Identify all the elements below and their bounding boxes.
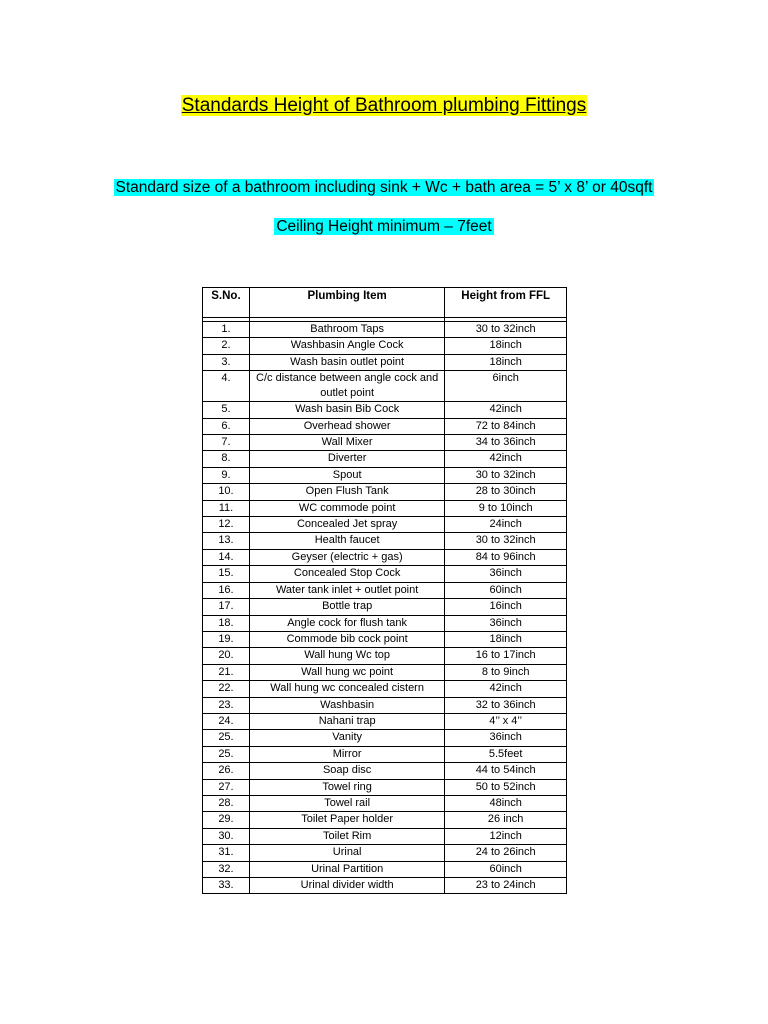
cell-sno: 33. — [203, 878, 250, 894]
cell-sno: 9. — [203, 467, 250, 483]
cell-plumbing-item: Bottle trap — [249, 599, 444, 615]
table-row — [203, 484, 567, 500]
table-row — [203, 402, 567, 418]
cell-plumbing-item: Commode bib cock point — [249, 631, 444, 647]
cell-plumbing-item: Wall hung Wc top — [249, 648, 444, 664]
title-text: Standards Height of Bathroom plumbing Fittings — [181, 95, 587, 116]
cell-height: 48inch — [445, 795, 567, 811]
cell-height: 16inch — [445, 599, 567, 615]
table-row — [203, 878, 567, 894]
cell-height: 60inch — [445, 582, 567, 598]
ceiling-height-line — [0, 216, 768, 238]
table-row — [203, 500, 567, 516]
table-row — [203, 697, 567, 713]
cell-sno: 25. — [203, 746, 250, 762]
table-row — [203, 746, 567, 762]
cell-sno: 29. — [203, 812, 250, 828]
cell-plumbing-item: Bathroom Taps — [249, 322, 444, 338]
table-row — [203, 582, 567, 598]
cell-sno: 30. — [203, 828, 250, 844]
bathroom-size-text: Standard size of a bathroom including sink + Wc + bath area = 5’ x 8’ or 40sqft — [115, 179, 653, 196]
cell-sno: 26. — [203, 763, 250, 779]
cell-sno: 1. — [203, 322, 250, 338]
cell-sno: 3. — [203, 354, 250, 370]
cell-sno: 10. — [203, 484, 250, 500]
cell-sno: 24. — [203, 713, 250, 729]
cell-plumbing-item: Washbasin Angle Cock — [249, 338, 444, 354]
table-row — [203, 779, 567, 795]
cell-height: 60inch — [445, 861, 567, 877]
cell-sno: 31. — [203, 845, 250, 861]
table-row — [203, 631, 567, 647]
cell-plumbing-item: Spout — [249, 467, 444, 483]
table-row — [203, 648, 567, 664]
cell-height: 6inch — [445, 371, 567, 402]
bathroom-size-line — [0, 177, 768, 199]
cell-height: 36inch — [445, 566, 567, 582]
cell-height: 42inch — [445, 402, 567, 418]
cell-height: 42inch — [445, 681, 567, 697]
cell-height: 30 to 32inch — [445, 322, 567, 338]
header-plumbing-item: Plumbing Item — [249, 288, 444, 318]
cell-sno: 28. — [203, 795, 250, 811]
table-row — [203, 599, 567, 615]
table-row — [203, 467, 567, 483]
table-row — [203, 435, 567, 451]
cell-plumbing-item: Open Flush Tank — [249, 484, 444, 500]
cell-height: 4’’ x 4’’ — [445, 713, 567, 729]
cell-sno: 21. — [203, 664, 250, 680]
cell-height: 8 to 9inch — [445, 664, 567, 680]
cell-height: 24 to 26inch — [445, 845, 567, 861]
cell-sno: 16. — [203, 582, 250, 598]
cell-plumbing-item: Wall hung wc point — [249, 664, 444, 680]
cell-sno: 17. — [203, 599, 250, 615]
cell-height: 30 to 32inch — [445, 533, 567, 549]
ceiling-height-text: Ceiling Height minimum – 7feet — [276, 218, 492, 235]
cell-height: 9 to 10inch — [445, 500, 567, 516]
cell-height: 18inch — [445, 631, 567, 647]
table-row — [203, 533, 567, 549]
cell-height: 23 to 24inch — [445, 878, 567, 894]
cell-sno: 23. — [203, 697, 250, 713]
table-row — [203, 517, 567, 533]
cell-plumbing-item: Wash basin outlet point — [249, 354, 444, 370]
table-row — [203, 845, 567, 861]
cell-height: 36inch — [445, 730, 567, 746]
table-row — [203, 730, 567, 746]
table-row — [203, 338, 567, 354]
table-row — [203, 354, 567, 370]
table-header-row — [203, 288, 567, 318]
cell-plumbing-item: Diverter — [249, 451, 444, 467]
document-title — [0, 94, 768, 118]
table-row — [203, 322, 567, 338]
cell-height: 18inch — [445, 338, 567, 354]
cell-plumbing-item: Urinal divider width — [249, 878, 444, 894]
cell-plumbing-item: Wash basin Bib Cock — [249, 402, 444, 418]
cell-plumbing-item: Toilet Rim — [249, 828, 444, 844]
table-row — [203, 549, 567, 565]
cell-height: 18inch — [445, 354, 567, 370]
table-row — [203, 451, 567, 467]
cell-plumbing-item: Washbasin — [249, 697, 444, 713]
cell-sno: 7. — [203, 435, 250, 451]
table-row — [203, 615, 567, 631]
cell-plumbing-item: WC commode point — [249, 500, 444, 516]
table-row — [203, 812, 567, 828]
cell-sno: 12. — [203, 517, 250, 533]
cell-height: 42inch — [445, 451, 567, 467]
cell-plumbing-item: Wall hung wc concealed cistern — [249, 681, 444, 697]
cell-plumbing-item: Concealed Stop Cock — [249, 566, 444, 582]
table-row — [203, 664, 567, 680]
cell-plumbing-item: Geyser (electric + gas) — [249, 549, 444, 565]
cell-sno: 14. — [203, 549, 250, 565]
cell-plumbing-item: Concealed Jet spray — [249, 517, 444, 533]
cell-sno: 15. — [203, 566, 250, 582]
fittings-table — [202, 287, 567, 894]
cell-plumbing-item: Wall Mixer — [249, 435, 444, 451]
cell-height: 28 to 30inch — [445, 484, 567, 500]
cell-height: 16 to 17inch — [445, 648, 567, 664]
cell-sno: 4. — [203, 371, 250, 402]
cell-height: 34 to 36inch — [445, 435, 567, 451]
header-height-from-ffl: Height from FFL — [445, 288, 567, 318]
cell-plumbing-item: Overhead shower — [249, 418, 444, 434]
cell-plumbing-item: Towel ring — [249, 779, 444, 795]
cell-height: 30 to 32inch — [445, 467, 567, 483]
cell-height: 72 to 84inch — [445, 418, 567, 434]
cell-plumbing-item: Water tank inlet + outlet point — [249, 582, 444, 598]
cell-plumbing-item: Toilet Paper holder — [249, 812, 444, 828]
cell-height: 44 to 54inch — [445, 763, 567, 779]
cell-sno: 18. — [203, 615, 250, 631]
cell-plumbing-item: Towel rail — [249, 795, 444, 811]
cell-sno: 11. — [203, 500, 250, 516]
cell-sno: 32. — [203, 861, 250, 877]
cell-plumbing-item: C/c distance between angle cock and outlet point — [249, 371, 444, 402]
table-row — [203, 371, 567, 402]
cell-height: 36inch — [445, 615, 567, 631]
cell-plumbing-item: Soap disc — [249, 763, 444, 779]
cell-height: 24inch — [445, 517, 567, 533]
table-row — [203, 828, 567, 844]
cell-sno: 13. — [203, 533, 250, 549]
cell-plumbing-item: Urinal Partition — [249, 861, 444, 877]
cell-plumbing-item: Health faucet — [249, 533, 444, 549]
table-row — [203, 795, 567, 811]
table-row — [203, 681, 567, 697]
cell-sno: 20. — [203, 648, 250, 664]
cell-plumbing-item: Mirror — [249, 746, 444, 762]
cell-plumbing-item: Urinal — [249, 845, 444, 861]
table-row — [203, 861, 567, 877]
cell-sno: 25. — [203, 730, 250, 746]
cell-sno: 19. — [203, 631, 250, 647]
cell-sno: 8. — [203, 451, 250, 467]
cell-sno: 6. — [203, 418, 250, 434]
table-row — [203, 713, 567, 729]
cell-height: 12inch — [445, 828, 567, 844]
cell-plumbing-item: Nahani trap — [249, 713, 444, 729]
cell-plumbing-item: Angle cock for flush tank — [249, 615, 444, 631]
header-sno: S.No. — [203, 288, 250, 318]
cell-height: 26 inch — [445, 812, 567, 828]
table-body — [203, 322, 567, 894]
table-row — [203, 566, 567, 582]
table-row — [203, 418, 567, 434]
cell-sno: 2. — [203, 338, 250, 354]
cell-plumbing-item: Vanity — [249, 730, 444, 746]
cell-height: 84 to 96inch — [445, 549, 567, 565]
cell-sno: 5. — [203, 402, 250, 418]
cell-height: 50 to 52inch — [445, 779, 567, 795]
cell-sno: 27. — [203, 779, 250, 795]
cell-height: 5.5feet — [445, 746, 567, 762]
cell-height: 32 to 36inch — [445, 697, 567, 713]
table-row — [203, 763, 567, 779]
cell-sno: 22. — [203, 681, 250, 697]
